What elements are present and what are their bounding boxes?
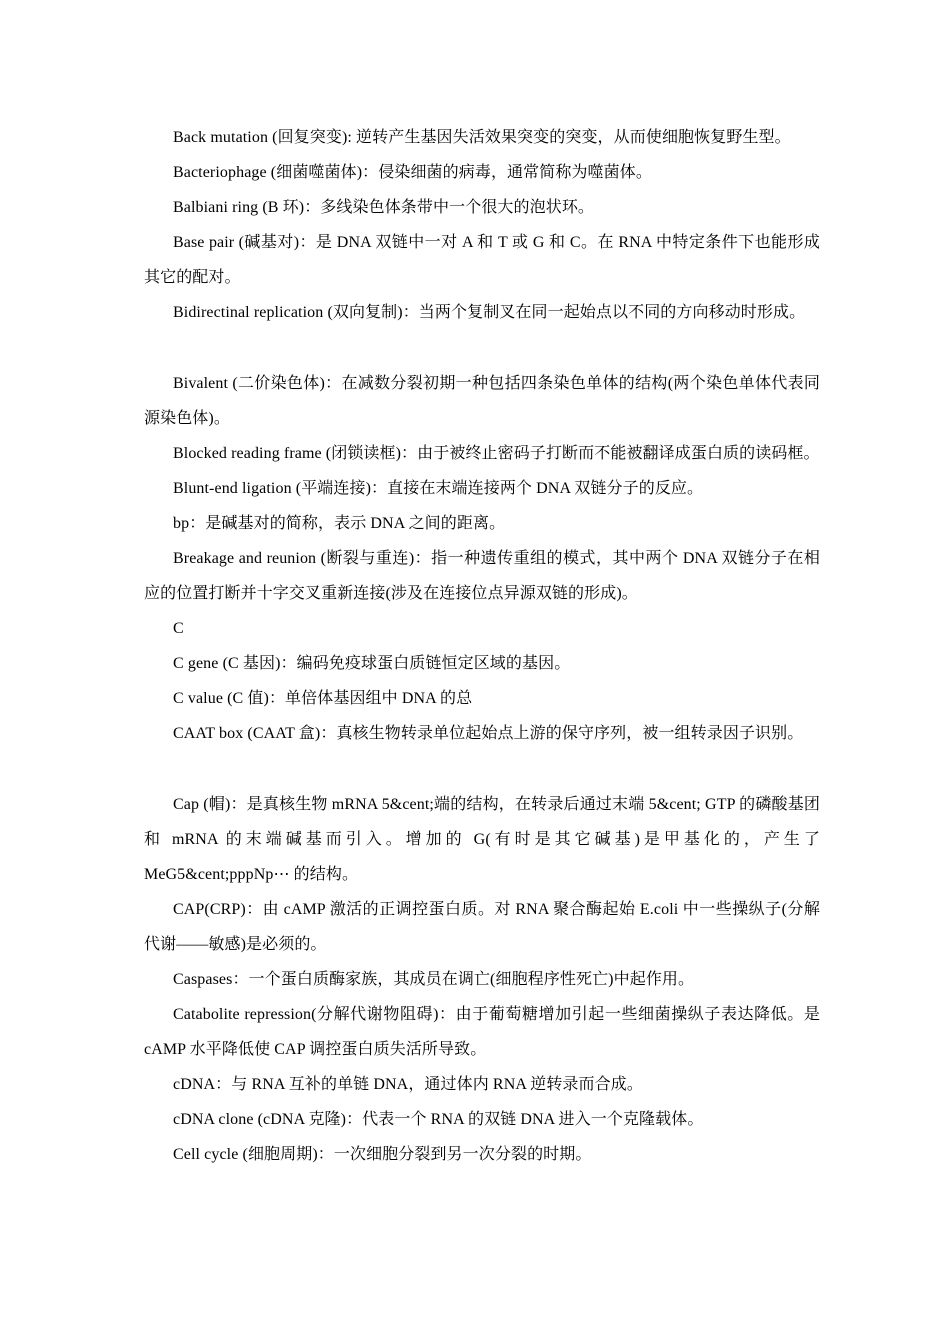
entry-cdna-clone: cDNA clone (cDNA 克隆)：代表一个 RNA 的双链 DNA 进入一个克隆载体。 — [173, 1111, 704, 1128]
entry-bp: bp：是碱基对的简称，表示 DNA 之间的距离。 — [173, 515, 506, 532]
entry-caspases: Caspases：一个蛋白质酶家族，其成员在调亡(细胞程序性死亡)中起作用。 — [173, 971, 695, 988]
entry-c-gene: C gene (C 基因)：编码免疫球蛋白质链恒定区域的基因。 — [173, 655, 571, 672]
entry-bidirectional-replication: Bidirectinal replication (双向复制)：当两个复制叉在同一起始点以不同的方向移动时形成。 — [173, 304, 806, 321]
entry-bacteriophage: Bacteriophage (细菌噬菌体)：侵染细菌的病毒，通常简称为噬菌体。 — [173, 164, 652, 181]
glossary-content — [144, 120, 820, 1172]
entry-caat-box: CAAT box (CAAT 盒)：真核生物转录单位起始点上游的保守序列，被一组转录因子识别。 — [173, 725, 804, 742]
entry-cdna: cDNA：与 RNA 互补的单链 DNA，通过体内 RNA 逆转录而合成。 — [173, 1076, 643, 1093]
entry-base-pair: Base pair (碱基对)：是 DNA 双链中一对 A 和 T 或 G 和 C。在 RNA 中特定条件下也能形成其它的配对。 — [144, 234, 820, 286]
section-letter-c: C — [173, 620, 184, 637]
entry-blocked-reading-frame: Blocked reading frame (闭锁读框)：由于被终止密码子打断而不能被翻译成蛋白质的读码框。 — [173, 445, 820, 462]
blank-line — [144, 330, 820, 366]
entry-blunt-end-ligation: Blunt-end ligation (平端连接)：直接在末端连接两个 DNA 双链分子的反应。 — [173, 480, 704, 497]
entry-c-value: C value (C 值)：单倍体基因组中 DNA 的总 — [173, 690, 473, 707]
entry-cell-cycle: Cell cycle (细胞周期)：一次细胞分裂到另一次分裂的时期。 — [173, 1146, 592, 1163]
entry-balbiani-ring: Balbiani ring (B 环)：多线染色体条带中一个很大的泡状环。 — [173, 199, 595, 216]
entry-back-mutation: Back mutation (回复突变): 逆转产生基因失活效果突变的突变，从而使细胞恢复野生型。 — [173, 129, 791, 146]
entry-catabolite-repression: Catabolite repression(分解代谢物阻碍)：由于葡萄糖增加引起一些细菌操纵子表达降低。是 cAMP 水平降低使 CAP 调控蛋白质失活所导致。 — [144, 1006, 820, 1058]
blank-line — [144, 751, 820, 787]
entry-bivalent: Bivalent (二价染色体)：在减数分裂初期一种包括四条染色单体的结构(两个染色单体代表同源染色体)。 — [144, 375, 820, 427]
entry-cap: Cap (帽)：是真核生物 mRNA 5&cent;端的结构，在转录后通过末端 5&cent; GTP 的磷酸基团和 mRNA 的末端碱基而引入。增加的 G(有时是其它碱基)是甲基化的，产生了MeG5&cent;pppNp⋯ 的结构。 — [144, 796, 820, 883]
entry-breakage-and-reunion: Breakage and reunion (断裂与重连)：指一种遗传重组的模式，其中两个 DNA 双链分子在相应的位置打断并十字交叉重新连接(涉及在连接位点异源双链的形成)。 — [144, 550, 820, 602]
entry-cap-crp: CAP(CRP)：由 cAMP 激活的正调控蛋白质。对 RNA 聚合酶起始 E.coli 中一些操纵子(分解代谢——敏感)是必须的。 — [144, 901, 820, 953]
